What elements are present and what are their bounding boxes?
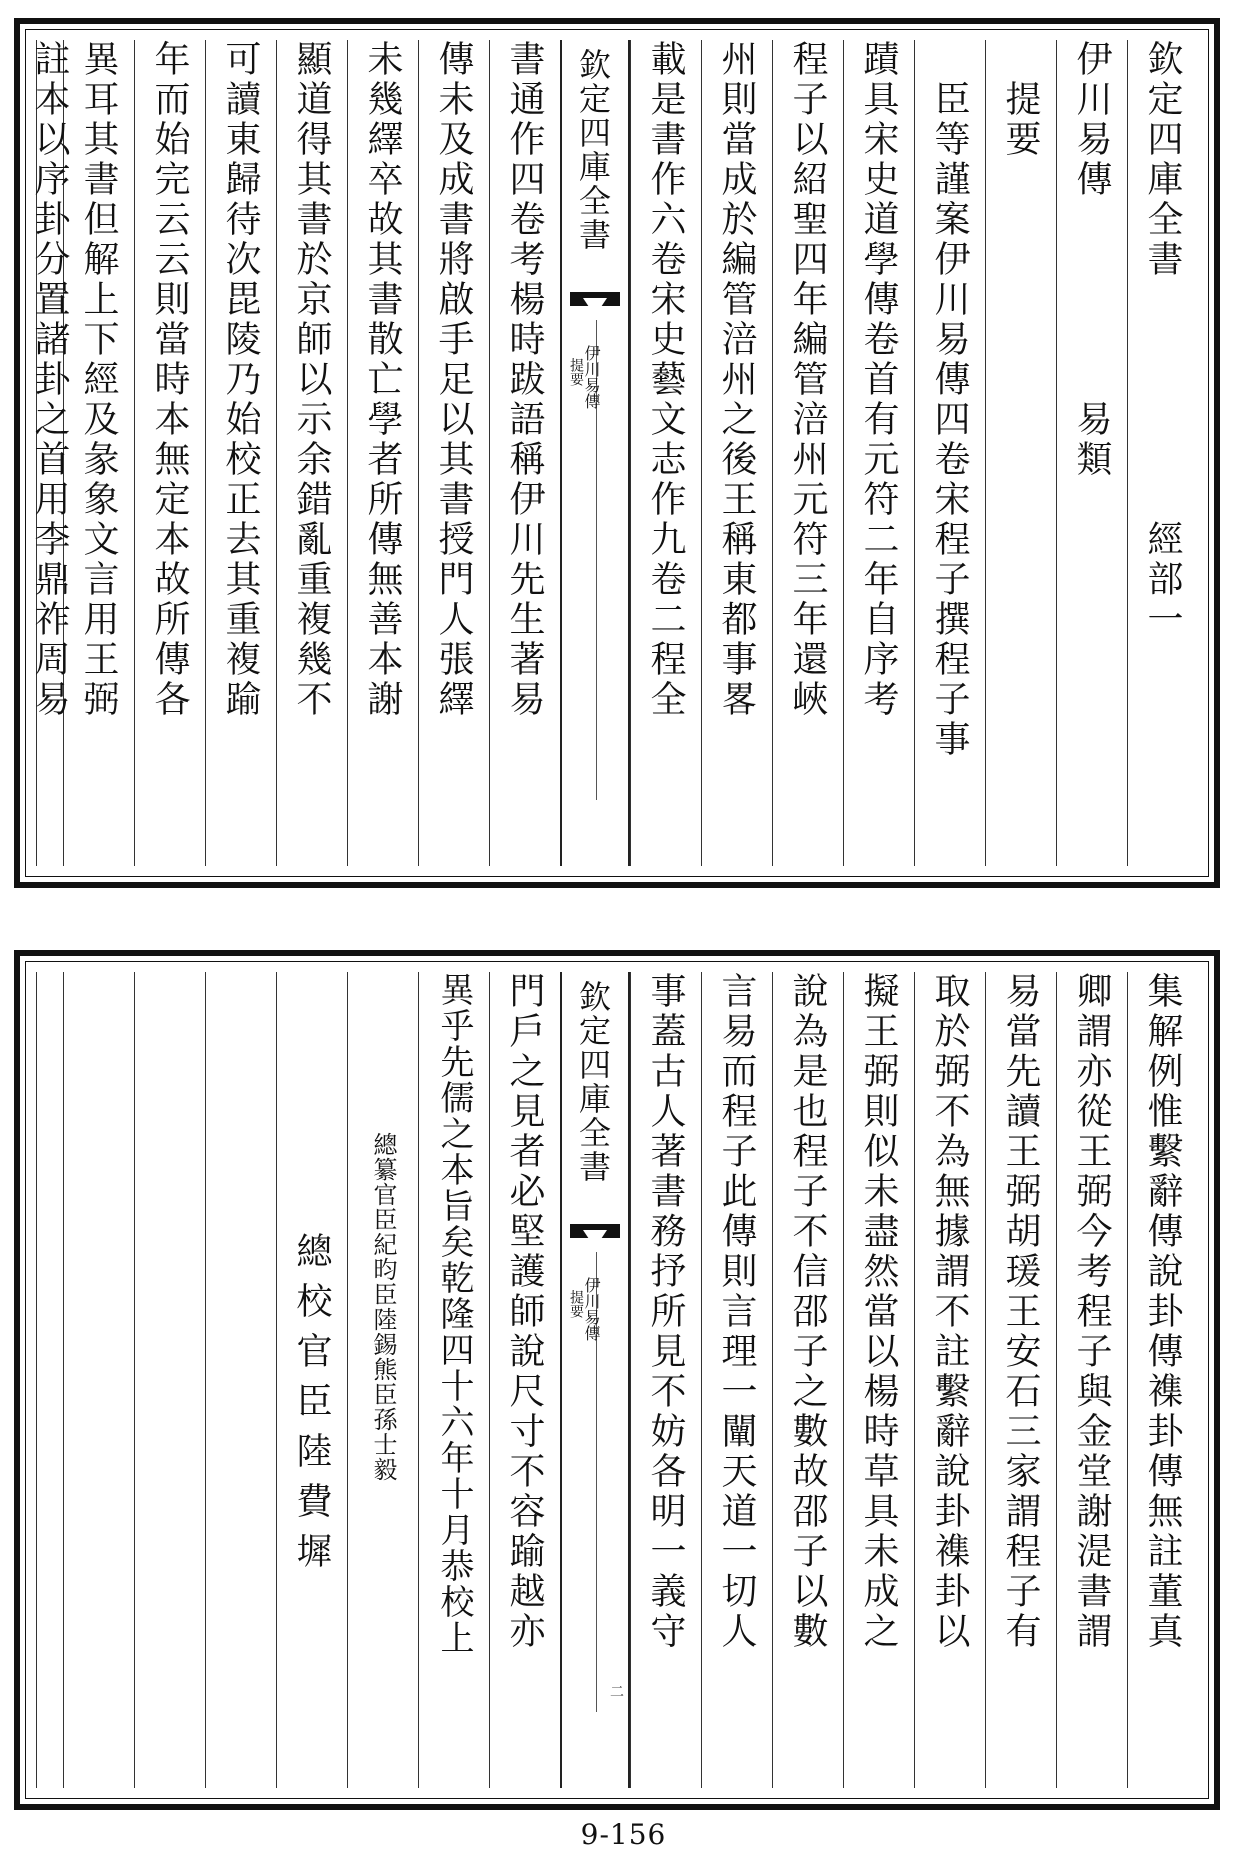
bottom-col-r3 — [985, 972, 1056, 1788]
page-number: 9-156 — [580, 1818, 667, 1851]
text-column: 年而始完云云則當時本無定本故所傳各 — [149, 40, 190, 720]
text-column: 異耳其書但解上下經及彖象文言用王弼 — [78, 40, 119, 720]
top-col-l7 — [63, 40, 134, 866]
text-column: 卿謂亦從王弼今考程子與金堂謝湜書謂 — [1071, 972, 1112, 1652]
bottom-col-r6 — [772, 972, 843, 1788]
text-column: 異乎先儒之本旨矣乾隆四十六年十月恭校上 — [434, 972, 474, 1656]
compiler-credit: 總纂官臣紀昀臣陸錫熊臣孫士毅 — [369, 1132, 397, 1482]
bottom-col-l6 — [134, 972, 205, 1788]
text-column: 門戶之見者必堅護師說尺寸不容踰越亦 — [504, 972, 545, 1652]
top-col-l4 — [276, 40, 347, 866]
text-column: 擬王弼則似未盡然當以楊時草具未成之 — [858, 972, 899, 1652]
top-col-l5 — [205, 40, 276, 866]
text-column: 取於弼不為無據謂不註繫辭說卦襍卦以 — [929, 972, 970, 1652]
center-section: 伊川易傳 — [582, 1277, 601, 1341]
top-col-l2 — [418, 40, 489, 866]
top-center-fold — [560, 40, 630, 866]
text-column: 易當先讀王弼胡瑗王安石三家謂程子有 — [1000, 972, 1041, 1652]
text-column: 集解例惟繫辭傳說卦傳襍卦傳無註董真 — [1142, 972, 1183, 1652]
bottom-col-l1 — [489, 972, 560, 1788]
center-section: 伊川易傳 — [582, 345, 601, 409]
center-sub: 提要 — [568, 358, 584, 386]
center-title: 欽定四庫全書 — [574, 48, 612, 252]
bottom-col-l4 — [276, 972, 347, 1788]
text-column: 說為是也程子不信邵子之數故邵子以數 — [787, 972, 828, 1652]
text-column: 州則當成於編管涪州之後王稱東都事畧 — [716, 40, 757, 720]
text-column: 程子以紹聖四年編管涪州元符三年還峽 — [787, 40, 828, 720]
bottom-col-l5 — [205, 972, 276, 1788]
text-column: 書通作四卷考楊時跋語稱伊川先生著易 — [504, 40, 545, 720]
center-title: 欽定四庫全書 — [574, 980, 612, 1184]
top-col-r8 — [630, 40, 701, 866]
bottom-col-r8 — [630, 972, 701, 1788]
text-column: 可讀東歸待次毘陵乃始校正去其重複踰 — [220, 40, 261, 720]
text-column: 傳未及成書將啟手足以其書授門人張繹 — [433, 40, 474, 720]
top-columns — [29, 40, 1198, 866]
top-col-l6 — [134, 40, 205, 866]
bottom-col-r7 — [701, 972, 772, 1788]
text-column: 伊川易傳 易類 — [1071, 40, 1112, 480]
bottom-leaf — [14, 950, 1220, 1810]
text-column: 欽定四庫全書 經部一 — [1142, 40, 1183, 640]
bottom-col-r1 — [1127, 972, 1198, 1788]
top-col-r2 — [1056, 40, 1127, 866]
top-col-l3 — [347, 40, 418, 866]
top-col-l1 — [489, 40, 560, 866]
text-column: 蹟具宋史道學傳卷首有元符二年自序考 — [858, 40, 899, 720]
fishtail-mark — [570, 1224, 620, 1238]
bottom-col-l3 — [347, 972, 418, 1788]
bottom-col-r4 — [914, 972, 985, 1788]
bottom-col-l8 — [36, 972, 63, 1788]
top-leaf — [14, 18, 1220, 888]
text-column: 顯道得其書於京師以示余錯亂重複幾不 — [291, 40, 332, 720]
bottom-col-l2 — [418, 972, 489, 1788]
bottom-col-r5 — [843, 972, 914, 1788]
top-col-r3 — [985, 40, 1056, 866]
top-col-l8 — [29, 40, 70, 866]
top-col-r5 — [843, 40, 914, 866]
center-page-number: 二 — [608, 1684, 624, 1698]
bottom-col-l7 — [63, 972, 134, 1788]
bottom-center-fold — [560, 972, 630, 1788]
text-column: 事蓋古人著書務抒所見不妨各明一義守 — [645, 972, 686, 1652]
top-col-r1 — [1127, 40, 1198, 866]
text-column: 註本以序卦分置諸卦之首用李鼎祚周易 — [29, 40, 70, 720]
text-column: 臣等謹案伊川易傳四卷宋程子撰程子事 — [929, 40, 970, 760]
top-col-r4 — [914, 40, 985, 866]
center-sub: 提要 — [568, 1290, 584, 1318]
bottom-col-r2 — [1056, 972, 1127, 1788]
text-column: 言易而程子此傳則言理一闡天道一切人 — [716, 972, 757, 1652]
top-col-r7 — [701, 40, 772, 866]
fishtail-mark — [570, 292, 620, 306]
proofreader-credit: 總校官臣陸費墀 — [291, 1132, 332, 1582]
text-column: 提要 — [1000, 40, 1041, 160]
bottom-columns — [36, 972, 1198, 1788]
text-column: 未幾繹卒故其書散亡學者所傳無善本謝 — [362, 40, 403, 720]
text-column: 載是書作六卷宋史藝文志作九卷二程全 — [645, 40, 686, 720]
top-col-r6 — [772, 40, 843, 866]
